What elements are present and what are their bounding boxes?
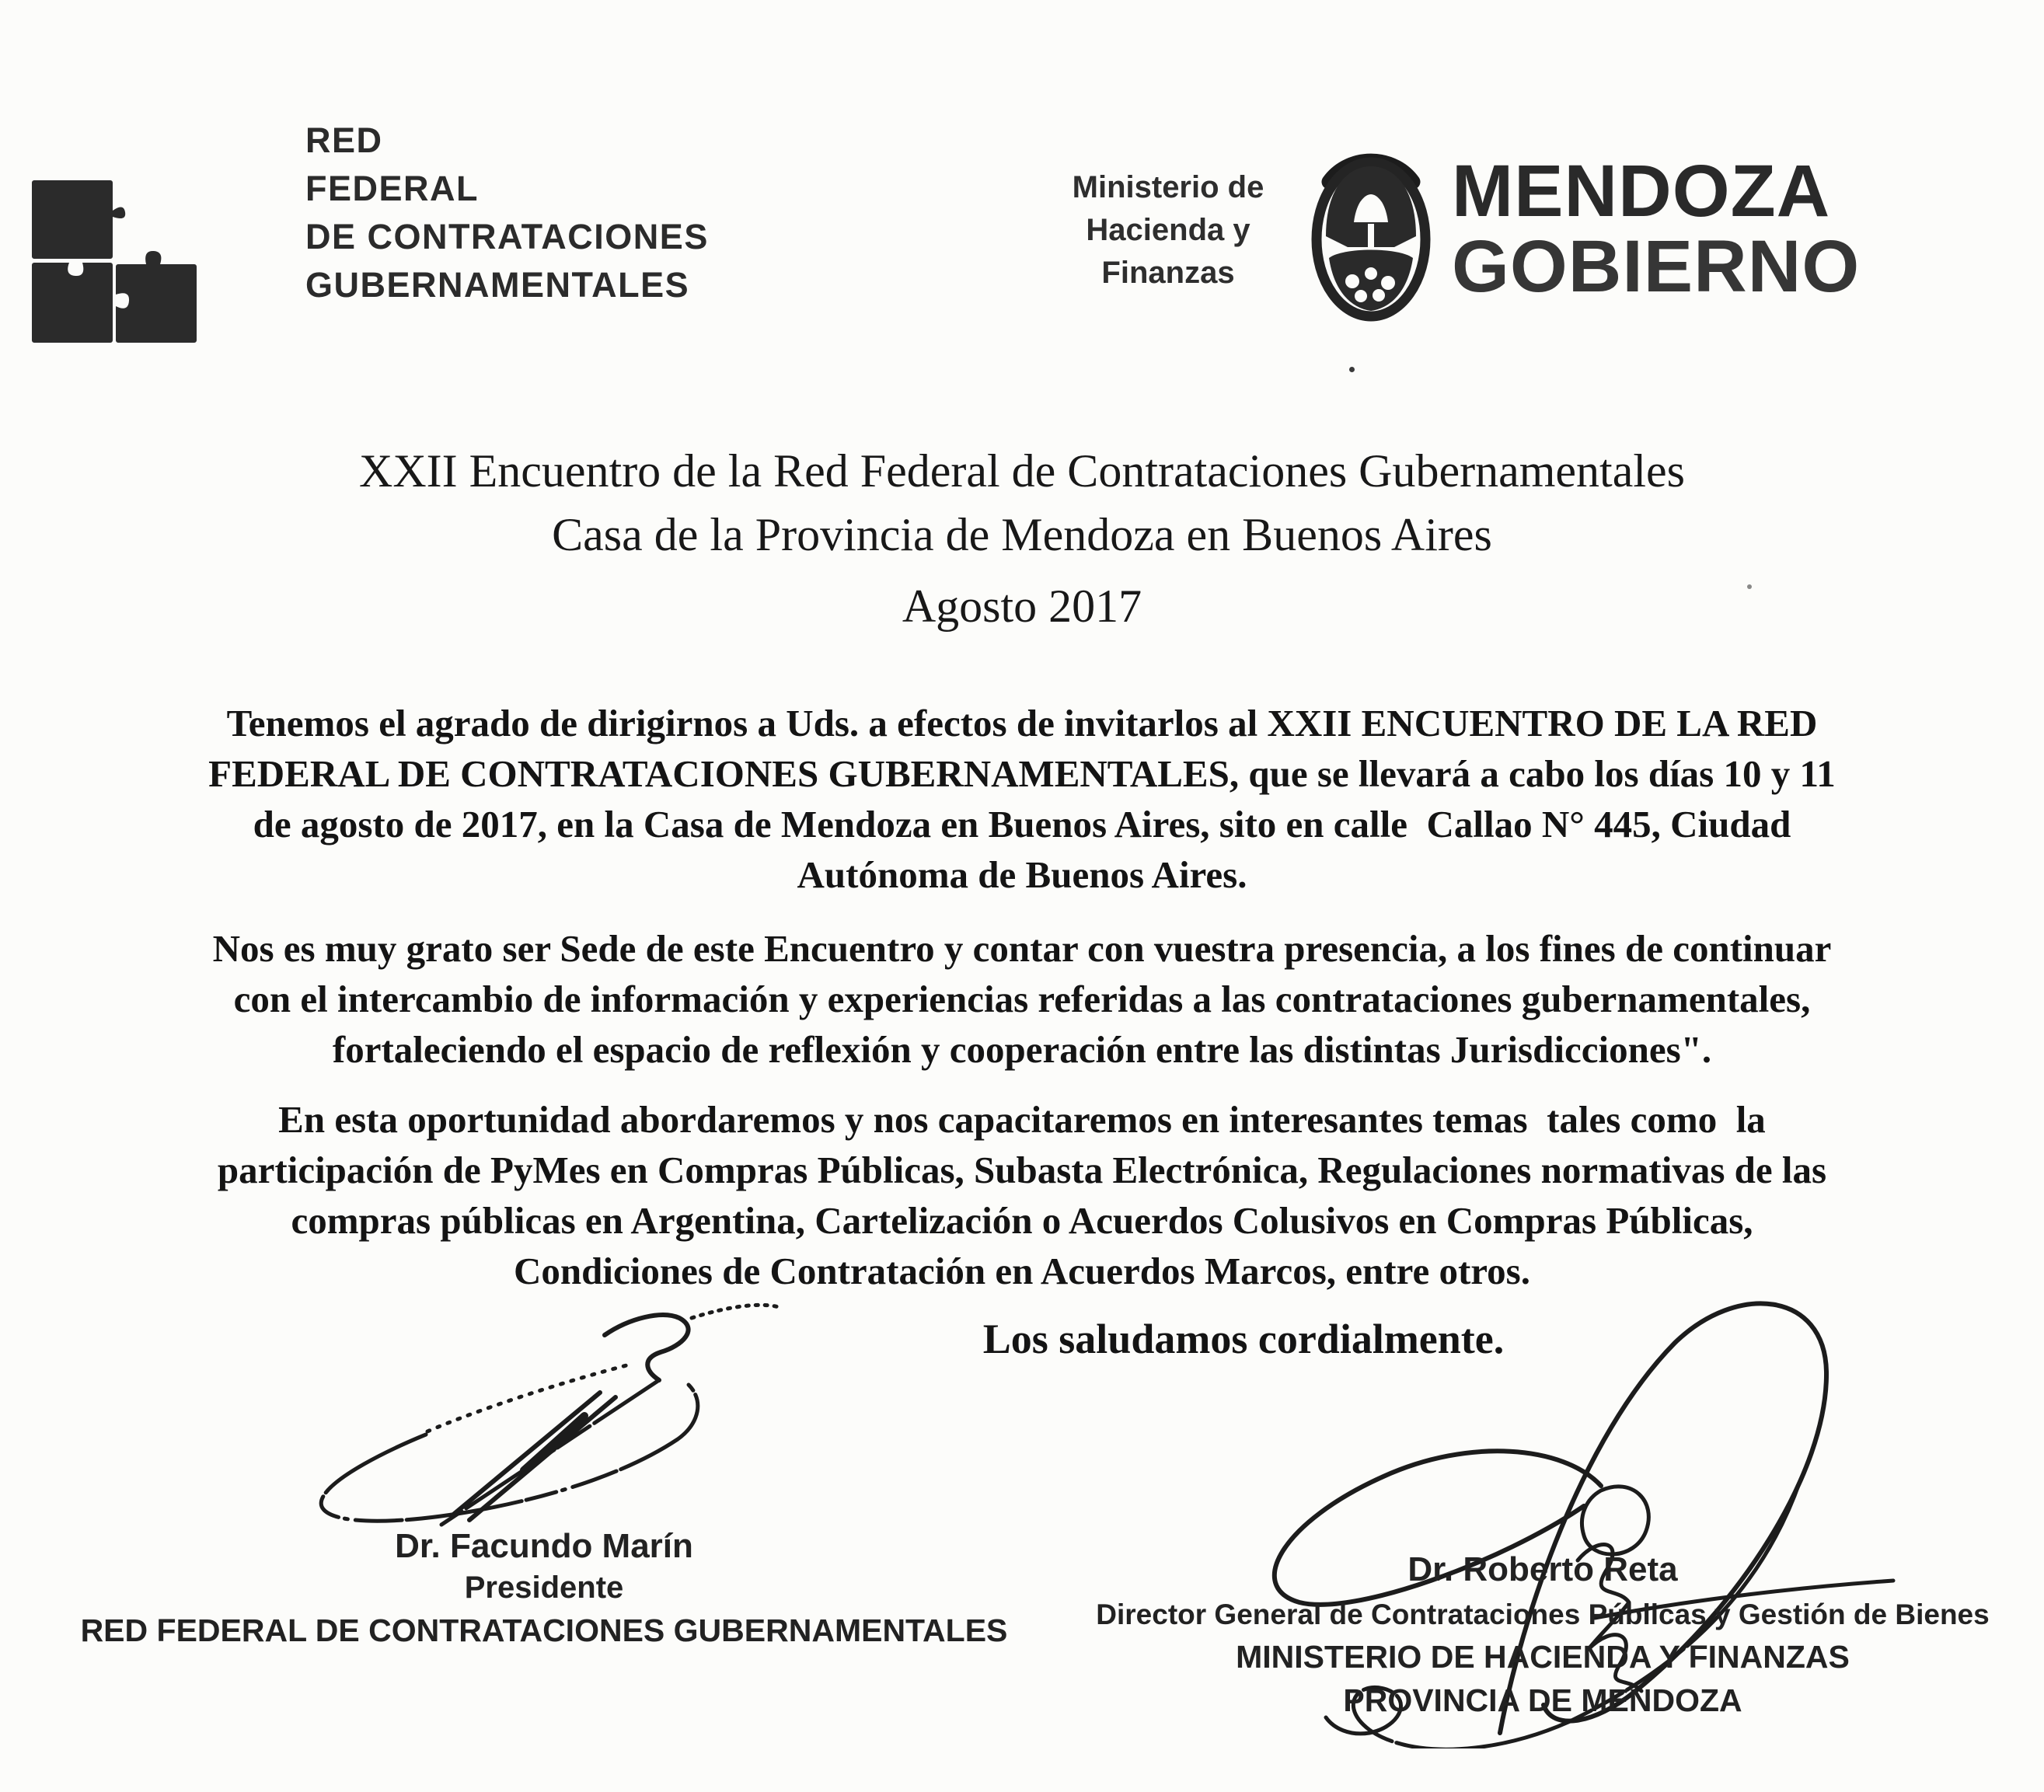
- paragraph-line: Autónoma de Buenos Aires.: [797, 853, 1247, 896]
- org-name-line: GUBERNAMENTALES: [305, 265, 690, 305]
- org-name-line: FEDERAL: [305, 169, 479, 208]
- paragraph-line: compras públicas en Argentina, Cartelización o Acuerdos Colusivos en Compras Públicas,: [291, 1199, 1753, 1242]
- signer-role-right: Director General de Contrataciones Públicas y Gestión de Bienes: [1096, 1599, 1990, 1630]
- org-name-block: [305, 117, 709, 309]
- paragraph-line: Condiciones de Contratación en Acuerdos Marcos, entre otros.: [514, 1250, 1530, 1292]
- scan-speck: [1747, 584, 1752, 589]
- paragraph-invitation: [23, 698, 2021, 900]
- ministry-line: Hacienda y: [1086, 213, 1250, 247]
- signer-org-left: RED FEDERAL DE CONTRATACIONES GUBERNAMENTALES: [80, 1612, 1008, 1648]
- ministry-line: Ministerio de: [1072, 170, 1264, 204]
- mendoza-gobierno-wordmark: [1452, 150, 1861, 308]
- title-line-2: Casa de la Provincia de Mendoza en Buenos Aires: [552, 509, 1492, 560]
- signer-role-left: Presidente: [464, 1571, 624, 1605]
- paragraph-line: participación de PyMes en Compras Públicas, Subasta Electrónica, Regulaciones normativas de las: [217, 1149, 1827, 1191]
- paragraph-line: de agosto de 2017, en la Casa de Mendoza en Buenos Aires, sito en calle Callao N° 445, Ciudad: [253, 803, 1791, 845]
- paragraph-line: fortaleciendo el espacio de reflexión y cooperación entre las distintas Jurisdicciones".: [332, 1028, 1712, 1071]
- signature-block-left: [47, 1526, 1041, 1651]
- ministry-label: [1040, 166, 1296, 295]
- paragraph-line: En esta oportunidad abordaremos y nos capacitaremos en interesantes temas tales como la: [278, 1098, 1766, 1141]
- title-line-1: XXII Encuentro de la Red Federal de Contrataciones Gubernamentales: [358, 445, 1685, 497]
- wordmark-mendoza: MENDOZA: [1452, 150, 1831, 232]
- signer-name-right: Dr. Roberto Reta: [1407, 1550, 1678, 1588]
- closing-salutation: Los saludamos cordialmente.: [982, 1316, 1505, 1362]
- mendoza-crest-icon: [1303, 137, 1439, 328]
- paragraph-line: Tenemos el agrado de dirigirnos a Uds. a efectos de invitarlos al XXII ENCUENTRO DE LA RED: [226, 702, 1818, 744]
- signature-block-right: [1041, 1550, 2044, 1721]
- org-name-line: RED: [305, 120, 383, 160]
- puzzle-pieces-icon: [28, 176, 201, 350]
- paragraph-welcome: [23, 923, 2021, 1075]
- wordmark-gobierno: GOBIERNO: [1452, 225, 1861, 308]
- title-line-3: Agosto 2017: [902, 580, 1142, 632]
- scan-speck: [1349, 367, 1355, 372]
- org-name-line: DE CONTRATACIONES: [305, 217, 709, 256]
- letter-title: [0, 439, 2044, 638]
- signer-name-left: Dr. Facundo Marín: [395, 1527, 693, 1565]
- paragraph-line: FEDERAL DE CONTRATACIONES GUBERNAMENTALES, que se llevará a cabo los días 10 y 11: [208, 752, 1836, 795]
- signer-org-right-1: MINISTERIO DE HACIENDA Y FINANZAS: [1236, 1639, 1850, 1675]
- signer-org-right-2: PROVINCIA DE MENDOZA: [1343, 1682, 1742, 1718]
- paragraph-line: con el intercambio de información y experiencias referidas a las contrataciones gubernamentales,: [233, 978, 1811, 1020]
- ministry-line: Finanzas: [1101, 256, 1235, 290]
- paragraph-line: Nos es muy grato ser Sede de este Encuentro y contar con vuestra presencia, a los fines de continuar: [212, 927, 1832, 970]
